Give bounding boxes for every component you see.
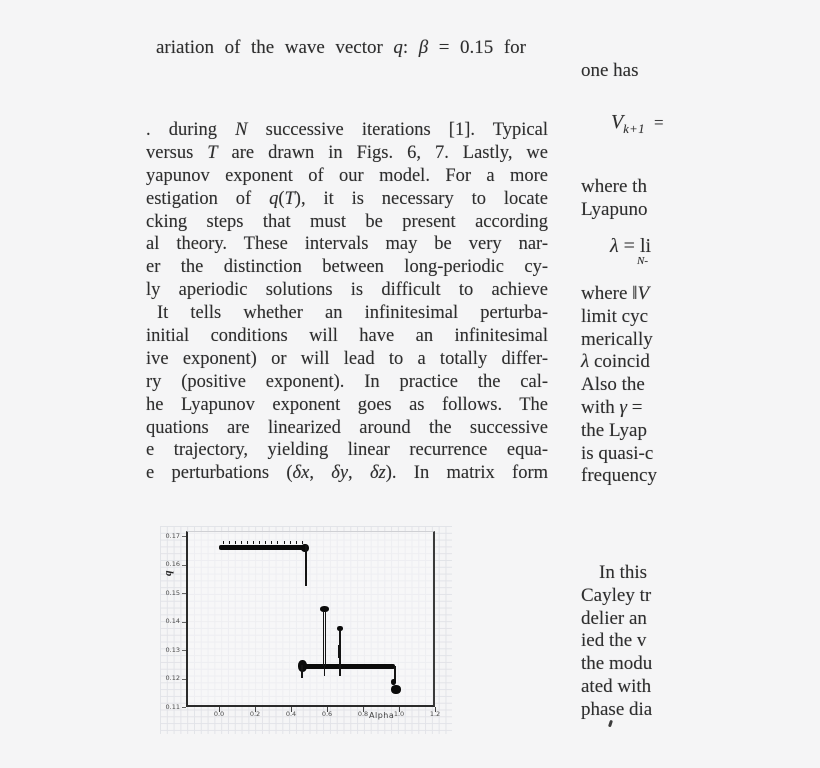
- text-line: ly aperiodic solutions is difficult to achieve: [146, 280, 548, 301]
- text-line: the Lyap: [581, 419, 647, 441]
- text-line: initial conditions will have an infinitesimal: [146, 326, 548, 347]
- text-line: frequency: [581, 465, 657, 487]
- text-line: versus T are drawn in Figs. 6, 7. Lastly, we: [146, 142, 548, 163]
- data-hair: [223, 541, 224, 544]
- data-spike: [339, 666, 341, 675]
- text-line: Lyapuno: [581, 198, 648, 220]
- left-column-text: [146, 119, 548, 485]
- data-hair: [277, 541, 278, 544]
- text-line: e trajectory, yielding linear recurrence equa-: [146, 440, 548, 461]
- equation-equals: =: [653, 113, 664, 132]
- text-line: is quasi-c: [581, 442, 654, 464]
- y-tick-label: 0.15: [165, 588, 180, 597]
- y-tick-label: 0.13: [165, 645, 180, 654]
- text-line: the modu: [581, 653, 653, 675]
- text-line: quations are linearized around the successive: [146, 417, 548, 438]
- data-hair: [271, 541, 272, 544]
- y-tick-label: 0.12: [165, 674, 180, 682]
- data-band: [300, 664, 395, 669]
- text-line: where th: [581, 176, 647, 197]
- left-column-cutoff-line: ariation of the wave vector q: β = 0.15 for: [156, 37, 526, 58]
- data-hair: [229, 541, 230, 544]
- data-hair: [253, 541, 254, 544]
- bifurcation-figure: [160, 526, 452, 734]
- text-line: delier an: [581, 607, 647, 629]
- text-line: yapunov exponent of our model. For a more: [146, 165, 548, 186]
- data-spike: [301, 665, 303, 678]
- text-line: e perturbations (δx, δy, δz). In matrix form: [146, 463, 548, 484]
- data-hair: [259, 541, 260, 544]
- text-line: It tells whether an infinitesimal perturba-: [157, 303, 548, 324]
- y-tick-mark: [182, 679, 186, 680]
- text-line: ied the v: [581, 630, 647, 652]
- text-line: one has: [581, 60, 639, 81]
- right-column-text-block-4: [581, 562, 711, 722]
- text-line: with γ =: [581, 396, 643, 418]
- y-tick-mark: [182, 565, 186, 566]
- y-axis-label: q: [162, 570, 174, 576]
- text-line: In this: [599, 562, 648, 583]
- data-hair: [241, 541, 242, 544]
- y-tick-label: 0.17: [165, 531, 180, 540]
- data-hair: [290, 541, 291, 544]
- y-tick-label: 0.14: [165, 617, 180, 625]
- text-line: ated with: [581, 675, 652, 697]
- data-spike: [338, 645, 341, 658]
- y-tick-mark: [182, 536, 186, 537]
- equation-lyapunov-limit: [610, 236, 651, 267]
- text-line: merically: [581, 328, 653, 350]
- text-line: Also the: [581, 374, 645, 396]
- data-hair: [265, 541, 266, 544]
- y-tick-mark: [182, 622, 186, 623]
- x-tick-label: 1.2: [429, 709, 441, 718]
- partial-glyph-next-line: [608, 720, 613, 727]
- text-line: cking steps that must be present according: [146, 211, 548, 232]
- y-tick-mark: [182, 593, 186, 594]
- limit-subscript: N-: [637, 255, 648, 267]
- x-tick-label: 0.4: [285, 709, 297, 718]
- equation-v-recurrence: [611, 111, 664, 137]
- equation-variable: V: [611, 111, 624, 133]
- data-hair: [284, 541, 285, 544]
- data-hair: [247, 541, 248, 544]
- x-tick-label: 0.8: [357, 709, 369, 718]
- y-tick-mark: [182, 650, 186, 651]
- text-line: estigation of q(T), it is necessary to locate: [146, 188, 548, 209]
- equation-subscript: k+1: [623, 122, 645, 136]
- data-point-cluster: [391, 685, 401, 694]
- text-line: Cayley tr: [581, 584, 652, 606]
- text-line: ive exponent) or will lead to a totally differ-: [146, 348, 548, 369]
- text-line: he Lyapunov exponent goes as follows. The: [146, 394, 548, 415]
- text-line: er the distinction between long-periodic cy-: [146, 257, 548, 278]
- right-column-text-block-3: [581, 283, 711, 488]
- data-spike: [305, 545, 307, 586]
- y-tick-label: 0.11: [165, 702, 180, 711]
- y-tick-mark: [182, 707, 186, 708]
- x-axis-label: Alpha: [369, 711, 395, 720]
- x-tick-label: 1.0: [393, 709, 405, 718]
- equation-main: λ = li: [610, 235, 652, 257]
- data-hair: [235, 541, 236, 544]
- text-line: . during N successive iterations [1]. Typical: [146, 120, 548, 140]
- data-point-cluster: [337, 626, 343, 631]
- data-spike: [324, 666, 326, 675]
- x-tick-label: 0.0: [213, 709, 225, 718]
- data-point-cluster: [320, 606, 329, 612]
- plot-area: [186, 531, 435, 707]
- text-line: limit cyc: [581, 305, 649, 327]
- data-hair: [296, 541, 297, 544]
- x-tick-label: 0.6: [321, 709, 333, 718]
- right-column-text-block-1: [581, 60, 711, 83]
- text-line: al theory. These intervals may be very nar-: [146, 234, 548, 255]
- x-tick-label: 0.2: [249, 709, 261, 718]
- text-line: phase dia: [581, 698, 653, 720]
- text-line: where ‖V: [581, 283, 650, 304]
- right-column-text-block-2: [581, 176, 711, 222]
- text-line: λ coincid: [581, 351, 650, 373]
- data-band: [219, 545, 306, 550]
- text-line: ry (positive exponent). In practice the cal-: [146, 371, 548, 392]
- data-spike: [325, 612, 326, 666]
- y-tick-label: 0.16: [165, 560, 180, 568]
